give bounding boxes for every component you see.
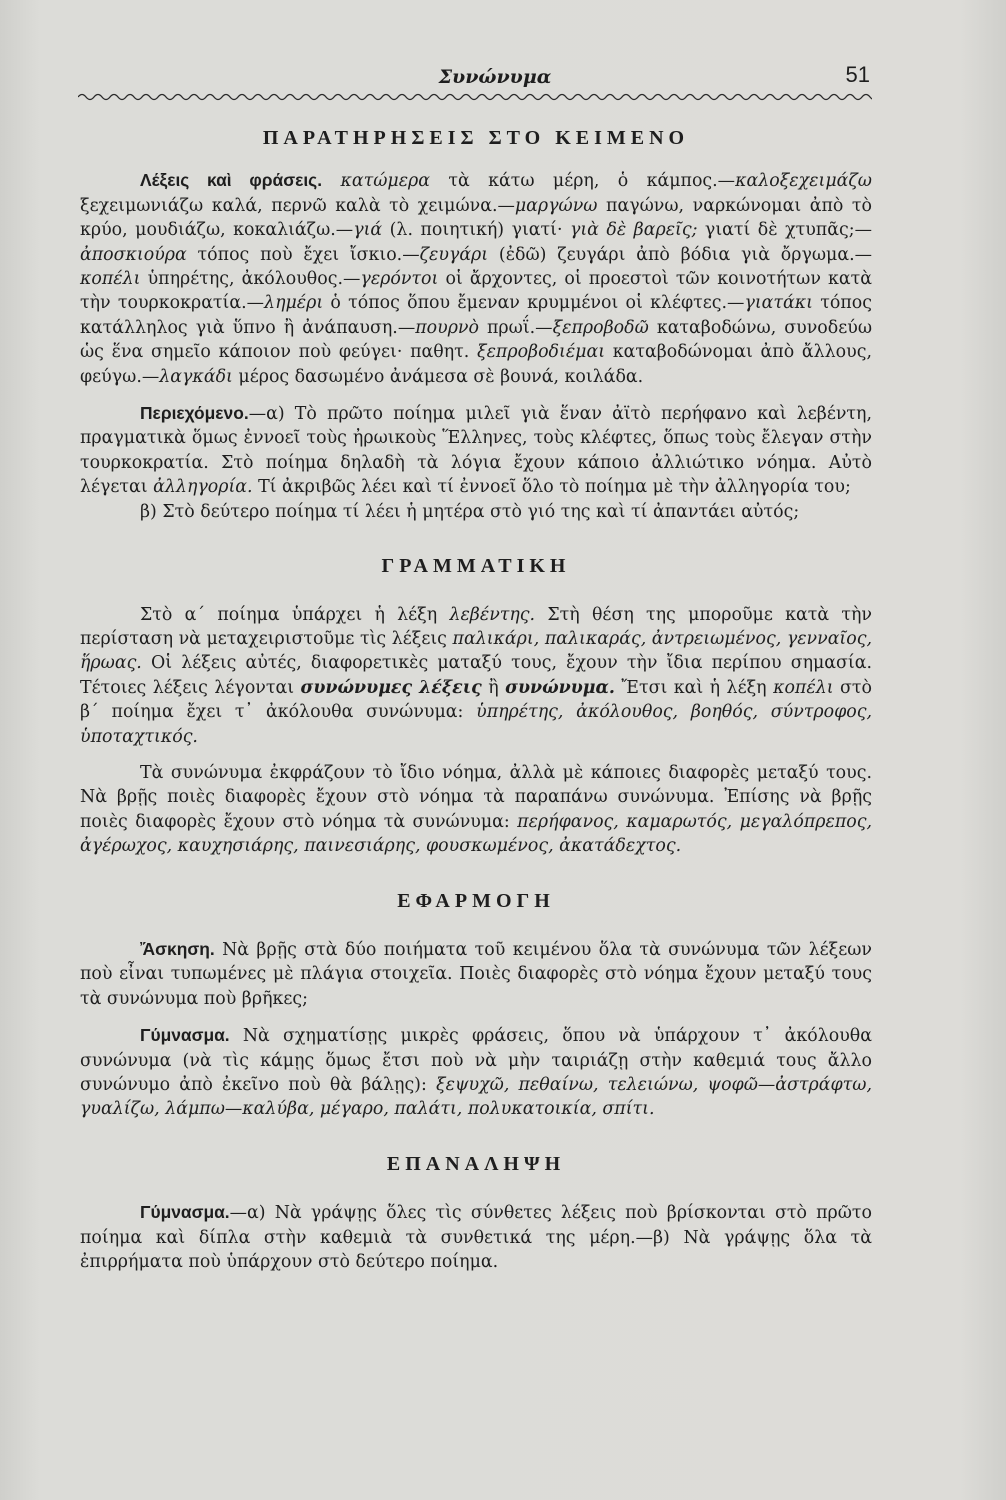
definition: τὰ κάτω μέρη, ὁ κάμπος.—	[430, 171, 736, 192]
content-question-b: β) Στὸ δεύτερο ποίημα τί λέει ἡ μητέρα στὸ γιό της καὶ τί ἀπαντάει αὐτός;	[140, 501, 800, 522]
drill-lead: Γύμνασμα.	[140, 1025, 230, 1046]
review-drill-text: —α) Νὰ γράψῃς ὅλες τὶς σύνθετες λέξεις ποὺ βρίσκονται στὸ πρῶτο ποίημα καὶ δίπλα στὴν καθεμιὰ τὰ συνθετικά της μέρη.—β) Νὰ γράψῃς ὅλα τὰ ἐπιρρήματα ποὺ ὑπάρχουν στὸ δεύτερο ποίημα.	[80, 1203, 872, 1273]
term: ἀποσκιούρα	[80, 244, 187, 265]
grammar-text: ἢ	[481, 677, 506, 698]
drill-paragraph	[80, 1023, 872, 1122]
term: κατώμερα	[340, 171, 430, 192]
exercise-lead: Ἄσκηση.	[140, 938, 215, 959]
definition: ὁ τόπος ὅπου ἔμεναν κρυμμένοι οἱ κλέφτες.—	[323, 293, 745, 314]
term: λαγκάδι	[159, 366, 233, 387]
term: μαργώνω	[514, 195, 598, 216]
review-drill-paragraph	[80, 1200, 872, 1274]
term: πουρνὸ	[415, 317, 479, 338]
definition: οἱ ἄρχοντες, οἱ προεστοὶ τῶν κοινοτήτων κατὰ τὴν τουρκοκρατία.—	[80, 269, 872, 314]
grammar-text: στὸ β΄ ποίημα ἔχει τ᾽ ἀκόλουθα συνώνυμα:	[80, 677, 872, 723]
definition: καταβοδώνω, συνοδεύω ὡς ἕνα σημεῖο κάποιον ποὺ φεύγει· παθητ.	[80, 317, 872, 363]
review-drill-lead: Γύμνασμα.	[140, 1202, 230, 1223]
grammar-paragraph-1	[80, 603, 872, 749]
page-body	[80, 126, 872, 1274]
definition: καταβοδώνομαι ἀπὸ ἄλλους, φεύγω.—	[80, 342, 872, 387]
definition: παγώνω, ναρκώνομαι ἀπὸ τὸ κρύο, μουδιάζω, κοκαλιάζω.—	[80, 195, 872, 241]
term: περήφανος, καμαρωτός, μεγαλόπρεπος, ἀγέρωχος, καυχησιάρης, παινεσιάρης, φουσκωμένος, ἀκατάδεχτος.	[80, 811, 872, 857]
definition: (λ. ποιητική) γιατί·	[382, 220, 570, 241]
term: ξεψυχῶ, πεθαίνω, τελειώνω, ψοφῶ—ἀστράφτω, γυαλίζω, λάμπω—καλύβα, μέγαρο, παλάτι, πολυκατοικία, σπίτι.	[80, 1075, 872, 1120]
drill-text: Νὰ σχηματίσῃς μικρὲς φράσεις, ὅπου νὰ ὑπάρχουν τ᾽ ἀκόλουθα συνώνυμα (νὰ τὶς κάμῃς ὅμως ἔτσι ποὺ νὰ μὴν ταιριάζῃ στὴν καθεμιά τους ἄλλο συνώνυμο ἀπὸ ἐκεῖνο ποὺ θὰ βάλῃς):	[80, 1026, 872, 1095]
section-heading-remarks: ΠΑΡΑΤΗΡΗΣΕΙΣ ΣΤΟ ΚΕΙΜΕΝΟ	[262, 127, 690, 149]
running-title: Συνώνυμα	[438, 66, 552, 88]
term: κοπέλι	[773, 677, 834, 698]
definition: (ἐδῶ) ζευγάρι ἀπὸ βόδια γιὰ ὄργωμα.—	[488, 244, 872, 265]
exercise-paragraph	[80, 937, 872, 1011]
term: γιὰ δὲ βαρεῖς;	[569, 220, 698, 241]
section-heading-review: ΕΠΑΝΑΛΗΨΗ	[386, 1152, 566, 1175]
grammar-text: Οἱ λέξεις αὐτές, διαφορετικὲς ματαξύ τους, ἔχουν τὴν ἴδια περίπου σημασία. Τέτοιες λέξεις λέγονται	[80, 653, 872, 698]
term: λημέρι	[264, 293, 324, 314]
definition: πρωΐ.—	[478, 317, 553, 338]
emphasis: συνώνυμες λέξεις	[300, 677, 482, 698]
grammar-text: Στὸ α΄ ποίημα ὑπάρχει ἡ λέξη	[140, 604, 450, 625]
emphasis: συνώνυμα.	[505, 677, 615, 698]
term: ζευγάρι	[419, 244, 489, 265]
term: γιά	[353, 220, 383, 241]
term: ὑπηρέτης, ἀκόλουθος, βοηθός, σύντροφος, ὑποταχτικός.	[80, 702, 872, 747]
definition: μέρος δασωμένο ἀνάμεσα σὲ βουνά, κοιλάδα.	[232, 366, 644, 387]
definition: ὑπηρέτης, ἀκόλουθος.—	[140, 269, 361, 290]
content-paragraph	[80, 401, 872, 500]
content-text: Τί ἀκριβῶς λέει καὶ τί ἐννοεῖ ὅλο τὸ ποίημα μὲ τὴν ἀλληγορία του;	[252, 477, 851, 498]
term: κοπέλι	[80, 269, 141, 290]
term: λεβέντης.	[449, 604, 536, 625]
term: γιατάκι	[744, 293, 813, 314]
section-heading-grammar: ΓΡΑΜΜΑΤΙΚΗ	[381, 555, 571, 578]
words-lead: Λέξεις καὶ φράσεις.	[140, 170, 323, 191]
grammar-text: Τὰ συνώνυμα ἐκφράζουν τὸ ἴδιο νόημα, ἀλλὰ μὲ κάποιες διαφορὲς μεταξύ τους. Νὰ βρῇς ποιὲς διαφορὲς ἔχουν στὸ νόημα τὰ παραπάνω συνώνυμα. Ἐπίσης νὰ βρῇς ποιὲς διαφορὲς ἔχουν στὸ νόημα τὰ συνώνυμα:	[80, 762, 872, 832]
grammar-text: Ἔτσι καὶ ἡ λέξη	[614, 677, 774, 698]
content-text: —α) Τὸ πρῶτο ποίημα μιλεῖ γιὰ ἕναν ἀϊτὸ περήφανο καὶ λεβέντη, πραγματικὰ ὅμως ἐννοεῖ τοὺς ἠρωικοὺς Ἕλληνες, τοὺς κλέφτες, ὅπως τοὺς ἔλεγαν στὴν τουρκοκρατία. Στὸ ποίημα δηλαδὴ τὰ λόγια ἔχουν κάποιο ἀλλιώτικο νόημα. Αὐτὸ λέγεται	[80, 404, 872, 498]
term: ξεπροβοδιέμαι	[477, 342, 606, 363]
term: γερόντοι	[360, 269, 439, 290]
term: ἀλληγορία.	[153, 477, 253, 498]
words-and-phrases-paragraph	[80, 168, 872, 389]
definition: τόπος κατάλληλος γιὰ ὕπνο ἢ ἀνάπαυση.—	[80, 293, 872, 338]
term: ξεπροβοδῶ	[552, 317, 649, 338]
term: παλικάρι, παλικαράς, ἀντρειωμένος, γενναῖος, ἥρωας.	[80, 628, 872, 674]
definition: ξεχειμωνιάζω καλά, περνῶ καλὰ τὸ χειμώνα.—	[80, 195, 515, 216]
wavy-rule	[78, 90, 872, 104]
grammar-paragraph-2	[80, 761, 872, 859]
definition: τόπος ποὺ ἔχει ἴσκιο.—	[186, 244, 420, 265]
exercise-text: Νὰ βρῇς στὰ δύο ποιήματα τοῦ κειμένου ὅλα τὰ συνώνυμα τῶν λέξεων ποὺ εἶναι τυπωμένες μὲ πλάγια στοιχεῖα. Ποιὲς διαφορὲς στὸ νόημα ἔχουν μεταξύ τους τὰ συνώνυμα ποὺ βρῆκες;	[80, 939, 872, 1009]
section-heading-application: ΕΦΑΡΜΟΓΗ	[397, 889, 555, 912]
page-header	[80, 62, 870, 92]
grammar-text: Στὴ θέση της μποροῦμε κατὰ τὴν περίσταση νὰ μεταχειριστοῦμε τὶς λέξεις	[80, 604, 872, 649]
term: καλοξεχειμάζω	[735, 171, 872, 192]
content-lead: Περιεχόμενο.	[140, 403, 249, 424]
page-number: 51	[845, 62, 870, 87]
definition: γιατί δὲ χτυπᾶς;—	[697, 220, 872, 241]
